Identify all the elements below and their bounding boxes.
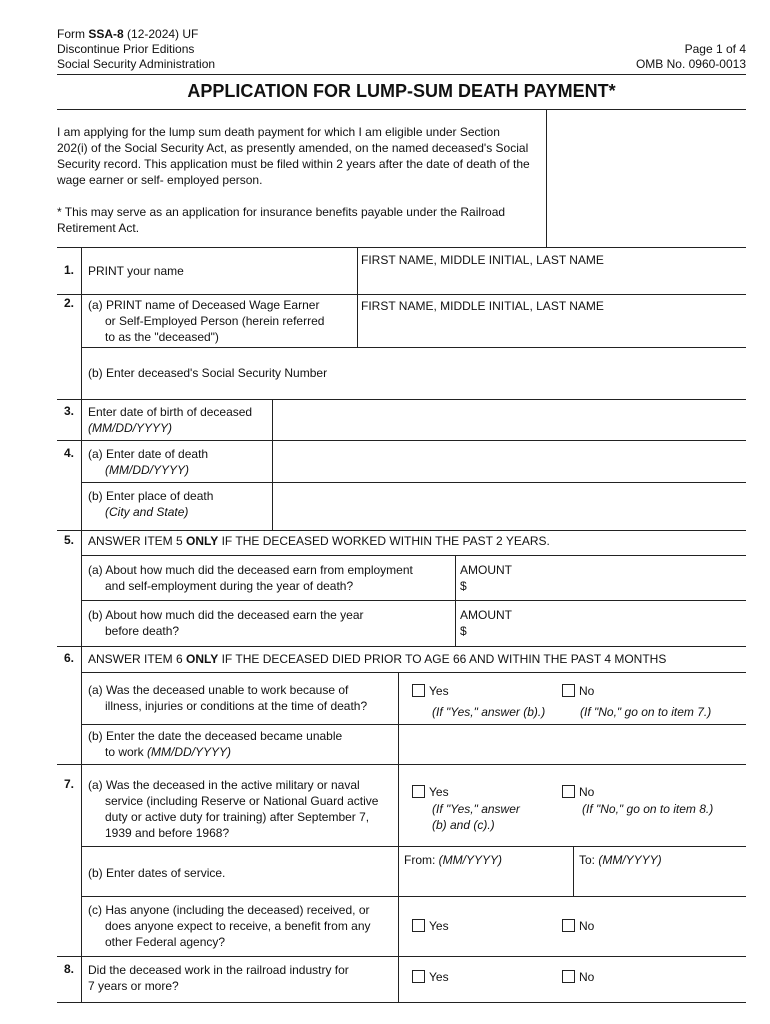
item-3-label: Enter date of birth of deceased (MM/DD/YYYY): [88, 405, 253, 435]
page-number: Page 1 of 4: [684, 42, 746, 56]
item-7c-no-checkbox[interactable]: [562, 919, 575, 932]
item-7b-label: (b) Enter dates of service.: [88, 866, 226, 880]
item-5-heading-rule: [81, 555, 746, 556]
item-6a-no-checkbox[interactable]: [562, 684, 575, 697]
title-rule: [57, 109, 746, 110]
header-rule: [57, 74, 746, 75]
omb-number: OMB No. 0960-0013: [635, 57, 746, 71]
item-6-heading: ANSWER ITEM 6 ONLY IF THE DECEASED DIED PRIOR TO AGE 66 AND WITHIN THE PAST 4 MONTHS: [88, 652, 667, 666]
item-5b-label: (b) About how much did the deceased earn the year before death?: [88, 608, 364, 638]
item-6-heading-rule: [81, 672, 746, 673]
item-2a-bottom-rule: [81, 347, 746, 348]
form-id: SSA-8: [88, 27, 124, 41]
applicant-name-field[interactable]: [358, 270, 746, 294]
item-7c-yes-checkbox[interactable]: [412, 919, 425, 932]
item-5b-amount[interactable]: AMOUNT $: [460, 608, 512, 638]
item-7a-no-checkbox[interactable]: [562, 785, 575, 798]
death-place-field[interactable]: [273, 483, 745, 529]
item-5-heading: ANSWER ITEM 5 ONLY IF THE DECEASED WORKED WITHIN THE PAST 2 YEARS.: [88, 534, 550, 548]
deceased-name-field[interactable]: [358, 316, 746, 346]
item-1-field-header: FIRST NAME, MIDDLE INITIAL, LAST NAME: [361, 253, 604, 267]
item-7a-bottom-rule: [81, 846, 746, 847]
item-6a-yes-option[interactable]: Yes: [412, 683, 449, 699]
item-8-no-option[interactable]: No: [562, 969, 594, 985]
item-1-bottom-rule: [57, 294, 746, 295]
agency-name: Social Security Administration: [57, 57, 216, 71]
item-6-bottom-rule: [57, 764, 746, 765]
item-5a-label: (a) About how much did the deceased earn from employment and self-employment during the year of death?: [88, 563, 413, 593]
intro-text: [57, 124, 532, 236]
item-3-number: 3.: [63, 404, 74, 418]
item-7c-yes-option[interactable]: Yes: [412, 918, 449, 934]
intro-paragraph-2: * This may serve as an application for insurance benefits payable under the Railroad Retirement Act.: [57, 205, 506, 235]
item-8-bottom-rule: [57, 1002, 746, 1003]
item-5-bottom-rule: [57, 646, 746, 647]
item-4a-label: (a) Enter date of death (MM/DD/YYYY): [88, 447, 209, 477]
item-7a-yes-checkbox[interactable]: [412, 785, 425, 798]
item-8-number: 8.: [63, 962, 74, 976]
item-8-label: Did the deceased work in the railroad industry for 7 years or more?: [88, 963, 349, 993]
form-title: APPLICATION FOR LUMP-SUM DEATH PAYMENT*: [187, 81, 616, 101]
item-7a-yes-option[interactable]: Yes: [412, 784, 449, 800]
item-1-label: PRINT your name: [88, 264, 184, 278]
item-7-number: 7.: [63, 777, 74, 791]
item-1-number: 1.: [63, 263, 74, 277]
item-2-number: 2.: [63, 296, 74, 310]
item-6a-yes-note: (If "Yes," answer (b).): [432, 705, 546, 719]
item-4b-label: (b) Enter place of death (City and State): [88, 489, 214, 519]
item-7c-no-option[interactable]: No: [562, 918, 594, 934]
item-4-number: 4.: [63, 446, 74, 460]
intro-paragraph-1: I am applying for the lump sum death payment for which I am eligible under Section 202(i) of the Social Security Act, as presently amended, on the named deceased's Social Security record. This application must be filed within 2 years after the date of death of the wage earner or self- employed person.: [57, 125, 530, 187]
item-8-no-checkbox[interactable]: [562, 970, 575, 983]
intro-divider: [546, 109, 547, 248]
service-dates-divider: [573, 846, 574, 896]
item-6a-no-option[interactable]: No: [562, 683, 594, 699]
unable-to-work-date-field[interactable]: [399, 725, 745, 763]
item-5a-amount[interactable]: AMOUNT $: [460, 563, 512, 593]
item-6-number: 6.: [63, 651, 74, 665]
item-7b-bottom-rule: [81, 896, 746, 897]
number-column-divider: [81, 247, 82, 1003]
item-7a-no-option[interactable]: No: [562, 784, 594, 800]
form-id-line: Form SSA-8 (12-2024) UF: [57, 27, 199, 41]
discontinue-note: Discontinue Prior Editions: [57, 42, 195, 56]
deceased-ssn-field[interactable]: [345, 352, 745, 396]
item-7-bottom-rule: [57, 956, 746, 957]
item-4-bottom-rule: [57, 530, 746, 531]
item-7a-label: (a) Was the deceased in the active military or naval service (including Reserve or National Guard active duty or active duty for training) after September 7, 1939 and before 1968?: [88, 778, 379, 840]
form-header-left: [57, 27, 215, 72]
service-from-field[interactable]: From: (MM/YYYY): [404, 853, 503, 867]
item-2a-label: (a) PRINT name of Deceased Wage Earner or Self-Employed Person (herein referred to as the "deceased"): [88, 298, 325, 344]
item-2-field-header: FIRST NAME, MIDDLE INITIAL, LAST NAME: [361, 299, 604, 313]
item-2b-label: (b) Enter deceased's Social Security Number: [88, 366, 328, 380]
item-1-top-rule: [57, 247, 746, 248]
item-8-yes-checkbox[interactable]: [412, 970, 425, 983]
item-5-number: 5.: [63, 533, 74, 547]
item-7c-label: (c) Has anyone (including the deceased) received, or does anyone expect to receive, a benefit from any other Federal agency?: [88, 903, 371, 949]
death-date-field[interactable]: [273, 441, 745, 481]
item-6a-label: (a) Was the deceased unable to work because of illness, injuries or conditions at the time of death?: [88, 683, 368, 713]
form-header-right: [636, 42, 746, 72]
item-7a-no-note: (If "No," go on to item 8.): [582, 802, 714, 816]
item-5a-bottom-rule: [81, 600, 746, 601]
item-6a-yes-checkbox[interactable]: [412, 684, 425, 697]
item-8-yes-option[interactable]: Yes: [412, 969, 449, 985]
item-6a-no-note: (If "No," go on to item 7.): [580, 705, 712, 719]
answer-column-divider: [398, 672, 399, 1003]
item-6b-label: (b) Enter the date the deceased became unable to work (MM/DD/YYYY): [88, 729, 343, 759]
service-to-field[interactable]: To: (MM/YYYY): [579, 853, 662, 867]
item-7a-yes-note: (If "Yes," answer (b) and (c).): [432, 802, 520, 832]
birth-date-field[interactable]: [273, 400, 745, 440]
